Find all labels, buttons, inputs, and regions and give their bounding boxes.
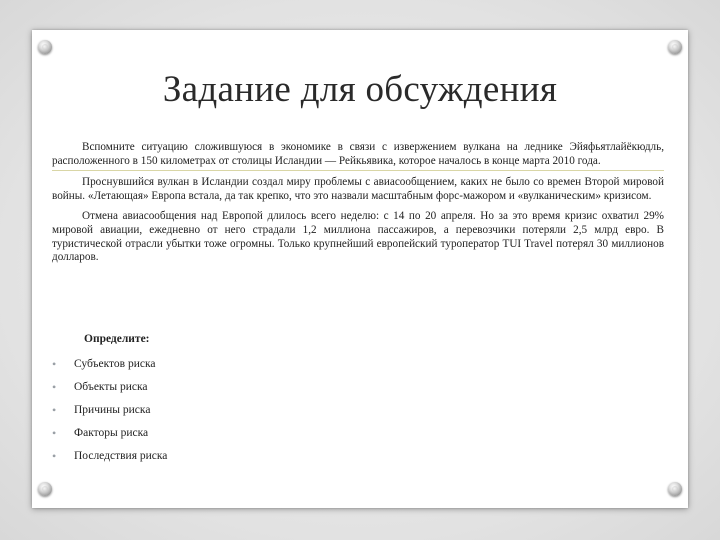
paragraph-aviation-problems: Проснувшийся вулкан в Исландии создал миру проблемы с авиасообщением, каких не было со времен Второй мировой войны. «Летающая» Европа встала, да так крепко, что это назвали масштабным форс-мажором и «вулканическим» кризисом. xyxy=(52,176,664,202)
list-item xyxy=(52,375,167,398)
paragraph-flight-cancellation: Отмена авиасообщения над Европой длилось всего неделю: с 14 по 20 апреля. Но за это время кризис охватил 29% мировой авиации, ежедневно от него страдали 1,2 миллиона пассажиров, а перевозчики потеряли 2,5 млрд евро. В туристической отрасли убытки тоже огромны. Только крупнейший европейский туроператор TUI Travel потерял 30 миллионов долларов. xyxy=(52,210,664,264)
task-list xyxy=(52,352,167,467)
list-item xyxy=(52,421,167,444)
list-item-label: Факторы риска xyxy=(74,426,149,439)
pushpin-icon xyxy=(38,40,52,54)
bullet-icon: • xyxy=(52,448,57,463)
list-item-label: Объекты риска xyxy=(74,380,148,393)
list-item-label: Субъектов риска xyxy=(74,357,156,370)
bullet-icon: • xyxy=(52,356,57,371)
slide-body xyxy=(52,141,664,272)
pushpin-icon xyxy=(668,482,682,496)
list-item xyxy=(52,444,167,467)
pushpin-icon xyxy=(38,482,52,496)
pushpin-icon xyxy=(668,40,682,54)
list-item xyxy=(52,398,167,421)
slide-title: Задание для обсуждения xyxy=(162,69,558,110)
list-item-label: Последствия риска xyxy=(74,449,168,462)
list-item-label: Причины риска xyxy=(74,403,151,416)
list-item xyxy=(52,352,167,375)
define-heading: Определите: xyxy=(84,333,150,345)
bullet-icon: • xyxy=(52,379,57,394)
bullet-icon: • xyxy=(52,425,57,440)
bullet-icon: • xyxy=(52,402,57,417)
paragraph-volcano: Вспомните ситуацию сложившуюся в экономике в связи с извержением вулкана на леднике Эйяфьятлайёкюдль, расположенного в 150 километрах от столицы Исландии — Рейкьявика, которое началось в конце марта 2010 года. xyxy=(52,141,664,171)
